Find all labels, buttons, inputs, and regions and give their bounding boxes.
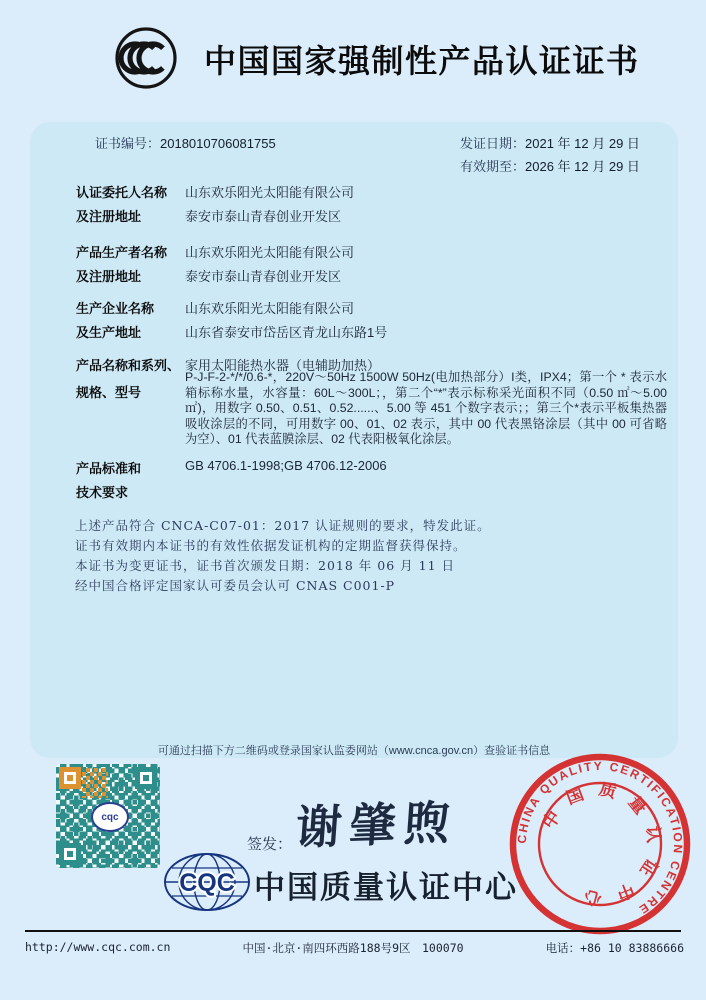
standard-value: GB 4706.1-1998;GB 4706.12-2006: [185, 458, 387, 473]
standard-label-1: 产品标准和: [76, 461, 142, 476]
statement-line: 证书有效期内本证书的有效性依据发证机构的定期监督获得保持。: [75, 538, 467, 553]
producer-name-label: 产品生产者名称: [76, 245, 168, 260]
standard-label-2: 技术要求: [76, 485, 129, 500]
qr-finder-top-left-icon: [59, 767, 81, 789]
applicant-name-label: 认证委托人名称: [76, 185, 168, 200]
footer-phone: 电话：+86 10 83886666: [545, 941, 684, 955]
product-series-label-1: 产品名称和系列、: [76, 358, 181, 373]
cert-number-row: [95, 133, 276, 152]
expiry-date-value: 2026 年 12 月 29 日: [525, 159, 640, 174]
qr-finder-bottom-left-icon: [59, 843, 81, 865]
page-title: 中国国家强制性产品认证证书: [204, 43, 640, 79]
qr-finder-top-right-icon: [135, 767, 157, 789]
factory-address-value: 山东省泰安市岱岳区青龙山东路1号: [185, 325, 388, 340]
ccc-mark-icon: [114, 26, 178, 90]
stamp-outer-text: CHINA QUALITY CERTIFICATION CENTRE: [514, 758, 686, 918]
applicant-name-value: 山东欢乐阳光太阳能有限公司: [185, 185, 355, 200]
applicant-address-label: 及注册地址: [76, 209, 142, 224]
producer-name-value: 山东欢乐阳光太阳能有限公司: [185, 245, 355, 260]
qr-center-cqc-logo-icon: cqc: [91, 802, 129, 832]
statement-line: 经中国合格评定国家认可委员会认可 CNAS C001-P: [75, 578, 396, 593]
producer-address-value: 泰安市泰山青春创业开发区: [185, 269, 342, 284]
cert-number-label: 证书编号：: [95, 137, 161, 152]
cqc-logo-letters: CQC: [179, 869, 235, 897]
cert-number-value: 2018010706081755: [160, 136, 276, 151]
certificate-panel: [30, 122, 678, 758]
issuer-signature: 谢肇煦: [293, 795, 460, 855]
footer-divider: [25, 930, 681, 932]
red-seal-stamp: [497, 741, 704, 948]
product-name-value: 家用太阳能热水器（电辅助加热）: [185, 358, 381, 373]
product-model-description: P-J-F-2-*/*/0.6-*，220V～50Hz 1500W 50Hz(电加热部分）I类，IPX4；第一个 * 表示水箱标称水量，水容量：60L～300L；，第二个“*”表示标称采光面积不同（0.50 ㎡～5.00 ㎡)，用数字 0.50、0.51、0.52......、5.00 等 451 个数字表示；；第三个*表示平板集热器吸收涂层的不同，可用数字 00、01、02 表示，其中 00 代表黑铬涂层（其中 00 可省略为空）、01 代表蓝膜涂层、02 代表阳极氧化涂层。: [185, 370, 667, 447]
factory-name-label: 生产企业名称: [76, 301, 155, 316]
issued-by-label: 签发：: [247, 835, 293, 853]
org-name: 中国质量认证中心: [254, 870, 518, 905]
statement-line: 本证书为变更证书，证书首次颁发日期：2018 年 06 月 11 日: [75, 558, 455, 573]
qr-orange-modules: [82, 768, 108, 798]
stamp-inner-text: 中国质量认证中心: [539, 779, 664, 909]
producer-address-label: 及注册地址: [76, 269, 142, 284]
footer-website: http://www.cqc.com.cn: [25, 940, 171, 954]
issue-date-label: 发证日期：: [460, 137, 526, 152]
statement-line: 上述产品符合 CNCA-C07-01：2017 认证规则的要求，特发此证。: [75, 518, 491, 533]
qr-code: [56, 764, 160, 868]
issue-date-value: 2021 年 12 月 29 日: [525, 136, 640, 151]
applicant-address-value: 泰安市泰山青春创业开发区: [185, 209, 342, 224]
factory-address-label: 及生产地址: [76, 325, 142, 340]
product-series-label-2: 规格、型号: [76, 385, 142, 400]
footer-address: 中国·北京·南四环西路188号9区 100070: [242, 941, 464, 955]
expiry-date-label: 有效期至：: [460, 160, 526, 175]
issue-date-row: [460, 133, 640, 152]
verify-note: 可通过扫描下方二维码或登录国家认监委网站（www.cnca.gov.cn）查验证书信息: [157, 745, 551, 757]
cqc-globe-icon: [162, 851, 252, 913]
factory-name-value: 山东欢乐阳光太阳能有限公司: [185, 301, 355, 316]
expiry-date-row: [460, 156, 640, 175]
